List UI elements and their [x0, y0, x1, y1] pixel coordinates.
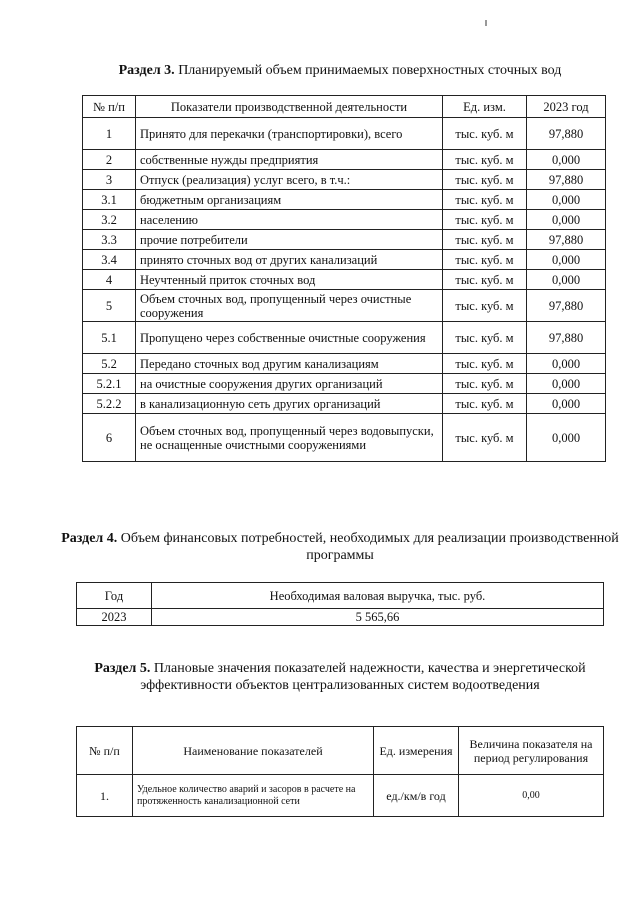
section3-cell-indicator: Передано сточных вод другим канализациям — [136, 354, 443, 374]
section5-header-num: № п/п — [77, 727, 133, 775]
table-row — [83, 190, 606, 210]
section3-cell-indicator: бюджетным организациям — [136, 190, 443, 210]
section5-title-bold: Раздел 5. — [94, 661, 151, 676]
scan-mark — [485, 20, 487, 26]
section3-cell-unit: тыс. куб. м — [443, 374, 527, 394]
section3-cell-indicator: населению — [136, 210, 443, 230]
section3-cell-indicator: Отпуск (реализация) услуг всего, в т.ч.: — [136, 170, 443, 190]
section3-cell-num: 1 — [83, 118, 136, 150]
section3-cell-num: 5.2 — [83, 354, 136, 374]
section3-cell-unit: тыс. куб. м — [443, 230, 527, 250]
section3-cell-num: 2 — [83, 150, 136, 170]
section5-table — [76, 726, 604, 817]
section3-table — [82, 95, 606, 462]
table-row — [83, 230, 606, 250]
section3-cell-num: 3.4 — [83, 250, 136, 270]
section3-cell-num: 4 — [83, 270, 136, 290]
section3-header-indicator: Показатели производственной деятельности — [136, 96, 443, 118]
section3-cell-indicator: принято сточных вод от других канализаций — [136, 250, 443, 270]
table-row — [77, 609, 604, 626]
section3-cell-num: 5.1 — [83, 322, 136, 354]
section4-header-year: Год — [77, 583, 152, 609]
section4-table — [76, 582, 604, 626]
section3-cell-value: 0,000 — [527, 250, 606, 270]
section3-cell-unit: тыс. куб. м — [443, 250, 527, 270]
section3-cell-unit: тыс. куб. м — [443, 270, 527, 290]
section3-title-bold: Раздел 3. — [118, 63, 175, 78]
section3-cell-unit: тыс. куб. м — [443, 118, 527, 150]
section3-cell-value: 0,000 — [527, 374, 606, 394]
section3-cell-unit: тыс. куб. м — [443, 150, 527, 170]
section3-cell-unit: тыс. куб. м — [443, 290, 527, 322]
table-row — [83, 354, 606, 374]
section3-cell-value: 0,000 — [527, 270, 606, 290]
section5-header-name: Наименование показателей — [133, 727, 374, 775]
section3-cell-unit: тыс. куб. м — [443, 210, 527, 230]
section3-cell-indicator: Принято для перекачки (транспортировки), всего — [136, 118, 443, 150]
table-row — [83, 394, 606, 414]
section4-title-text: Объем финансовых потребностей, необходимых для реализации производственной программы — [117, 531, 619, 563]
section3-cell-value: 0,000 — [527, 210, 606, 230]
section5-header-unit: Ед. измерения — [374, 727, 459, 775]
section5-title — [60, 660, 620, 694]
section3-cell-unit: тыс. куб. м — [443, 322, 527, 354]
section5-header-row — [77, 727, 604, 775]
section3-cell-num: 5 — [83, 290, 136, 322]
section3-cell-indicator: на очистные сооружения других организаций — [136, 374, 443, 394]
section3-cell-value: 97,880 — [527, 290, 606, 322]
section3-cell-indicator: собственные нужды предприятия — [136, 150, 443, 170]
section4-title — [60, 530, 620, 564]
section5-header-value: Величина показателя на период регулирования — [459, 727, 604, 775]
section5-cell-value: 0,00 — [459, 775, 604, 817]
section3-cell-indicator: в канализационную сеть других организаций — [136, 394, 443, 414]
section3-cell-unit: тыс. куб. м — [443, 190, 527, 210]
section3-cell-num: 3 — [83, 170, 136, 190]
section5-cell-unit: ед./км/в год — [374, 775, 459, 817]
table-row — [83, 270, 606, 290]
table-row — [83, 210, 606, 230]
table-row — [83, 414, 606, 462]
section3-cell-unit: тыс. куб. м — [443, 394, 527, 414]
section3-header-num: № п/п — [83, 96, 136, 118]
section4-cell-revenue: 5 565,66 — [152, 609, 604, 626]
section3-cell-num: 5.2.2 — [83, 394, 136, 414]
section3-cell-indicator: Пропущено через собственные очистные сооружения — [136, 322, 443, 354]
section3-cell-num: 3.2 — [83, 210, 136, 230]
section3-cell-indicator: прочие потребители — [136, 230, 443, 250]
section3-header-unit: Ед. изм. — [443, 96, 527, 118]
section3-cell-num: 6 — [83, 414, 136, 462]
section3-cell-value: 0,000 — [527, 414, 606, 462]
section3-title — [60, 62, 620, 79]
table-row — [83, 374, 606, 394]
section3-cell-value: 97,880 — [527, 170, 606, 190]
section3-cell-value: 97,880 — [527, 118, 606, 150]
table-row — [83, 150, 606, 170]
section3-cell-num: 3.3 — [83, 230, 136, 250]
table-row — [83, 250, 606, 270]
section3-cell-unit: тыс. куб. м — [443, 354, 527, 374]
section3-header-row — [83, 96, 606, 118]
table-row — [83, 170, 606, 190]
section4-title-bold: Раздел 4. — [61, 531, 118, 546]
section4-header-revenue: Необходимая валовая выручка, тыс. руб. — [152, 583, 604, 609]
section5-cell-name: Удельное количество аварий и засоров в расчете на протяженность канализационной сети — [133, 775, 374, 817]
table-row — [83, 290, 606, 322]
section3-title-text: Планируемый объем принимаемых поверхностных сточных вод — [174, 63, 562, 78]
table-row — [77, 775, 604, 817]
section3-cell-num: 5.2.1 — [83, 374, 136, 394]
table-row — [83, 322, 606, 354]
section3-cell-value: 97,880 — [527, 322, 606, 354]
table-row — [83, 118, 606, 150]
section3-cell-indicator: Объем сточных вод, пропущенный через очистные сооружения — [136, 290, 443, 322]
section3-header-year: 2023 год — [527, 96, 606, 118]
section5-cell-num: 1. — [77, 775, 133, 817]
section3-cell-indicator: Неучтенный приток сточных вод — [136, 270, 443, 290]
section3-cell-num: 3.1 — [83, 190, 136, 210]
section3-cell-value: 0,000 — [527, 394, 606, 414]
section3-cell-unit: тыс. куб. м — [443, 170, 527, 190]
section3-cell-indicator: Объем сточных вод, пропущенный через водовыпуски, не оснащенные очистными сооружениями — [136, 414, 443, 462]
section3-cell-unit: тыс. куб. м — [443, 414, 527, 462]
section4-cell-year: 2023 — [77, 609, 152, 626]
section4-header-row — [77, 583, 604, 609]
section3-cell-value: 97,880 — [527, 230, 606, 250]
section3-cell-value: 0,000 — [527, 354, 606, 374]
section3-cell-value: 0,000 — [527, 190, 606, 210]
section3-cell-value: 0,000 — [527, 150, 606, 170]
section5-title-text: Плановые значения показателей надежности, качества и энергетической эффективности объектов централизованных систем водоотведения — [140, 661, 586, 693]
